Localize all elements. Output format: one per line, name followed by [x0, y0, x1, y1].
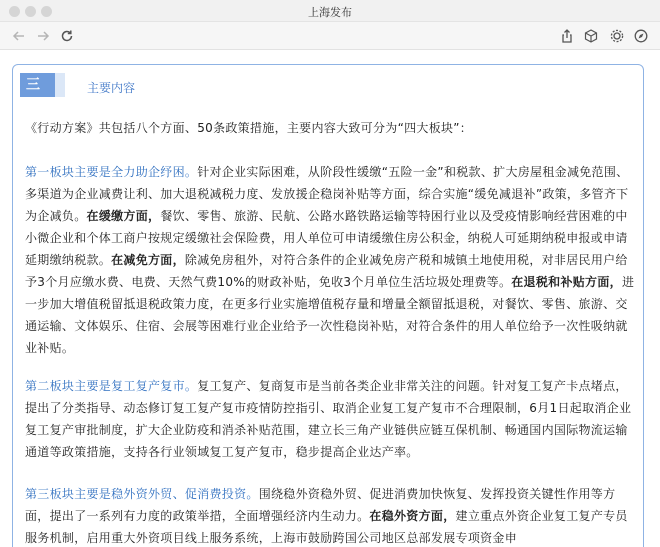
- cube-icon[interactable]: [582, 27, 600, 45]
- block3-text-3: 上海市鼓励跨国公司地区总部发展专项资金申: [271, 531, 518, 545]
- window-titlebar: [0, 0, 660, 22]
- block1-emphasis-3: 在退税和补贴方面，: [511, 275, 622, 289]
- section-number-badge: 三: [20, 73, 60, 97]
- forward-arrow-icon[interactable]: [34, 27, 52, 45]
- browser-toolbar: [0, 22, 660, 50]
- block1-text-4: 进一步加大增值税留抵退税政策力度，在更多行业实施增值税存量和增量全额留抵退税，对餐饮、零售、旅游、交通运输、文体娱乐、住宿、会展等困难行业企业给予一次性稳岗补贴，对符合条件的用人单位给予一次性吸纳就业补贴。: [25, 275, 635, 355]
- block1-text-3: 除减免房租外，对符合条件的企业减免房产税和城镇土地使用税，对非居民用户给予3个月应缴水费、电费、天然气费10%的财政补贴，免收3个月单位生活垃圾处理费等。: [25, 253, 628, 289]
- block3-heading: 第三板块主要是稳外资外贸、促消费投资。: [25, 487, 259, 501]
- article-content: [0, 50, 660, 547]
- block1-heading: 第一板块主要是全力助企纾困。: [25, 165, 198, 179]
- block3-emphasis-1: 在稳外资方面，: [369, 509, 456, 523]
- back-arrow-icon[interactable]: [10, 27, 28, 45]
- block1-text-2: 餐饮、零售、旅游、民航、公路水路铁路运输等特困行业以及受疫情影响经营困难的中小微企业和个体工商户按规定缓缴社会保险费，用人单位可申请缓缴住房公积金，纳税人可延期纳税申报或申请延期缴纳税款。: [25, 209, 628, 267]
- block3-paragraph: [25, 483, 635, 547]
- block1-emphasis-1: 在缓缴方面，: [86, 209, 161, 223]
- block2-text-1: 复工复产、复商复市是当前各类企业非常关注的问题。针对复工复产卡点堵点，提出了分类指导、动态修订复工复产复市疫情防控指引、取消企业复工复产复市不合理限制，6月1日起取消企业复工复产审批制度，扩大企业防疫和消杀补贴范围，建立长三角产业链供应链互保机制、畅通国内国际物流运输通道等政策措施，支持各行业领域复工复产复市，稳步提高企业达产率。: [25, 379, 632, 459]
- block1-paragraph: [25, 161, 635, 359]
- intro-paragraph: 《行动方案》共包括八个方面、50条政策措施，主要内容大致可分为“四大板块”：: [25, 121, 473, 135]
- reload-icon[interactable]: [58, 27, 76, 45]
- block3-text-1: 围绕稳外资稳外贸、促进消费加快恢复、发挥投资关键性作用等方面，提出了一系列有力度的政策举措，全面增强经济内生动力。: [25, 487, 616, 523]
- block1-text-1: 针对企业实际困难，从阶段性缓缴“五险一金”和税款、扩大房屋租金减免范围、多渠道为企业减费让利、加大退税减税力度、发放援企稳岗补贴等方面，综合实施“缓免减退补”政策，多管齐下为企减负。: [25, 165, 629, 223]
- section-title: 主要内容: [87, 81, 136, 95]
- block2-paragraph: [25, 375, 635, 463]
- window-title: 上海发布: [308, 6, 352, 19]
- settings-icon[interactable]: [608, 27, 626, 45]
- share-icon[interactable]: [558, 27, 576, 45]
- block1-emphasis-2: 在减免方面，: [111, 253, 185, 267]
- block3-text-2: 建立重点外资企业复工复产专员服务机制，启用重大外资项目线上服务系统，: [25, 509, 628, 545]
- section-card: [12, 64, 644, 547]
- compass-icon[interactable]: [632, 27, 650, 45]
- block2-heading: 第二板块主要是复工复产复市。: [25, 379, 198, 393]
